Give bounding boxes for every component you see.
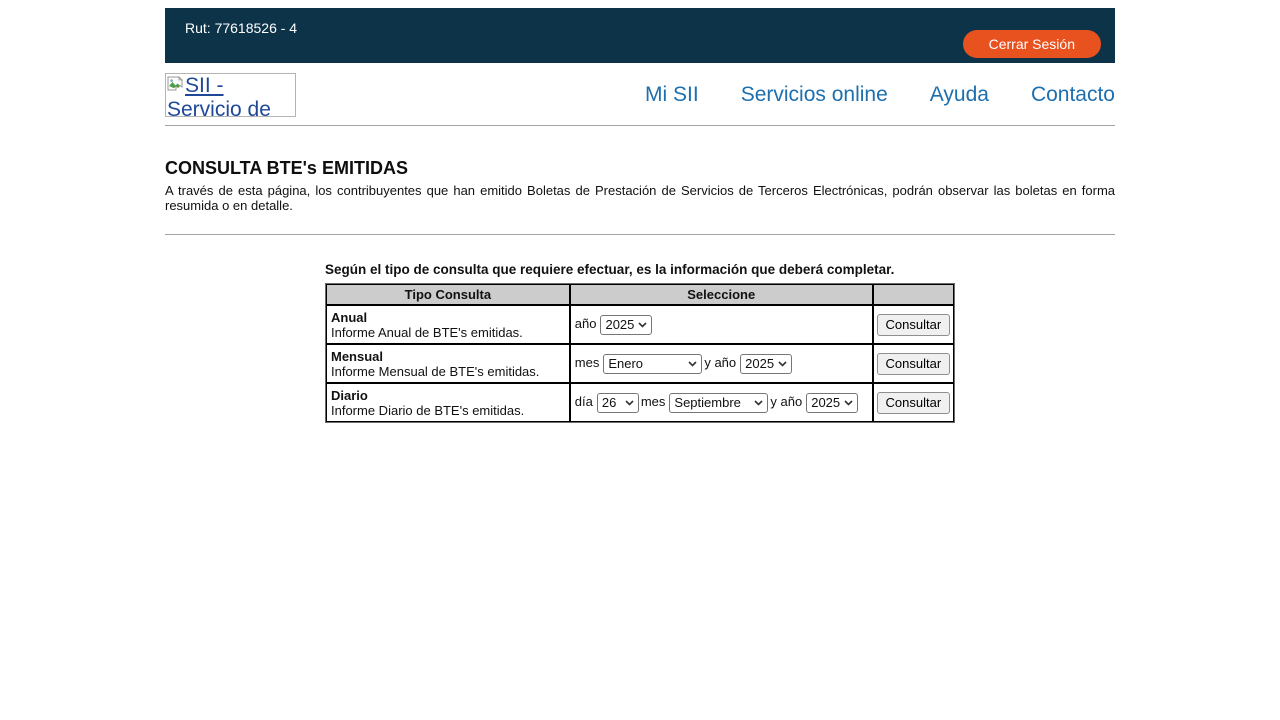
rut-label: Rut: 77618526 - 4 (185, 20, 298, 36)
table-row-anual (326, 305, 954, 344)
mensual-action-cell (873, 344, 954, 383)
chevron-down-icon (688, 361, 697, 367)
header-row (165, 70, 1115, 120)
header-empty (873, 284, 954, 305)
diario-month-select[interactable]: Septiembre (669, 393, 768, 413)
diario-month-label: mes (640, 393, 666, 409)
mensual-month-select[interactable]: Enero (603, 354, 702, 374)
nav-link-contacto[interactable]: Contacto (1030, 83, 1115, 106)
consulta-table (325, 283, 955, 423)
header-divider (165, 125, 1115, 126)
table-row-mensual (326, 344, 954, 383)
broken-image-icon (167, 76, 184, 92)
table-header-row (326, 284, 954, 305)
mensual-year-select[interactable]: 2025 (740, 354, 792, 374)
chevron-down-icon (778, 361, 787, 367)
anual-action-cell (873, 305, 954, 344)
nav-link-ayuda[interactable]: Ayuda (929, 83, 989, 106)
diario-description: Informe Diario de BTE's emitidas. (331, 402, 525, 418)
main-nav (645, 83, 1115, 107)
sii-logo-broken-image[interactable] (165, 73, 296, 117)
logo-alt-text: SII - Servicio de (167, 74, 271, 117)
table-row-diario (326, 383, 954, 422)
diario-action-cell (873, 383, 954, 422)
anual-year-select[interactable]: 2025 (600, 315, 652, 335)
header-seleccione: Seleccione (570, 284, 873, 305)
diario-select-cell (570, 383, 873, 422)
table-intro-text: Según el tipo de consulta que requiere efectuar, es la información que deberá completar. (325, 262, 895, 277)
chevron-down-icon (625, 400, 634, 406)
diario-year-label: y año (770, 393, 803, 409)
chevron-down-icon (638, 322, 647, 328)
anual-consultar-button[interactable]: Consultar (877, 314, 950, 336)
diario-day-select[interactable]: 26 (597, 393, 639, 413)
session-bar (165, 8, 1115, 63)
diario-title: Diario (331, 387, 368, 403)
anual-description: Informe Anual de BTE's emitidas. (331, 324, 523, 340)
mensual-consultar-button[interactable]: Consultar (877, 353, 950, 375)
mensual-title: Mensual (331, 348, 384, 364)
nav-link-mi-sii[interactable]: Mi SII (645, 83, 699, 106)
anual-select-cell (570, 305, 873, 344)
mensual-description: Informe Mensual de BTE's emitidas. (331, 363, 540, 379)
anual-title: Anual (331, 309, 368, 325)
mensual-month-label: mes (574, 354, 600, 370)
logout-button[interactable]: Cerrar Sesión (963, 30, 1101, 58)
mensual-tipo-cell (326, 344, 570, 383)
nav-link-servicios-online[interactable]: Servicios online (740, 83, 888, 106)
diario-day-label: día (574, 393, 593, 409)
header-tipo-consulta: Tipo Consulta (326, 284, 570, 305)
anual-tipo-cell (326, 305, 570, 344)
chevron-down-icon (844, 400, 853, 406)
page-description: A través de esta página, los contribuyentes que han emitido Boletas de Prestación de Servicios de Terceros Electrónicas, podrán observar las boletas en forma resumida o en detalle. (165, 183, 1115, 213)
page-container (165, 0, 1115, 423)
anual-year-label: año (574, 315, 597, 331)
page-title: CONSULTA BTE's EMITIDAS (165, 158, 408, 178)
mensual-select-cell (570, 344, 873, 383)
diario-year-select[interactable]: 2025 (806, 393, 858, 413)
content-divider (165, 234, 1115, 235)
diario-tipo-cell (326, 383, 570, 422)
mensual-year-label: y año (704, 354, 737, 370)
diario-consultar-button[interactable]: Consultar (877, 392, 950, 414)
chevron-down-icon (754, 400, 763, 406)
